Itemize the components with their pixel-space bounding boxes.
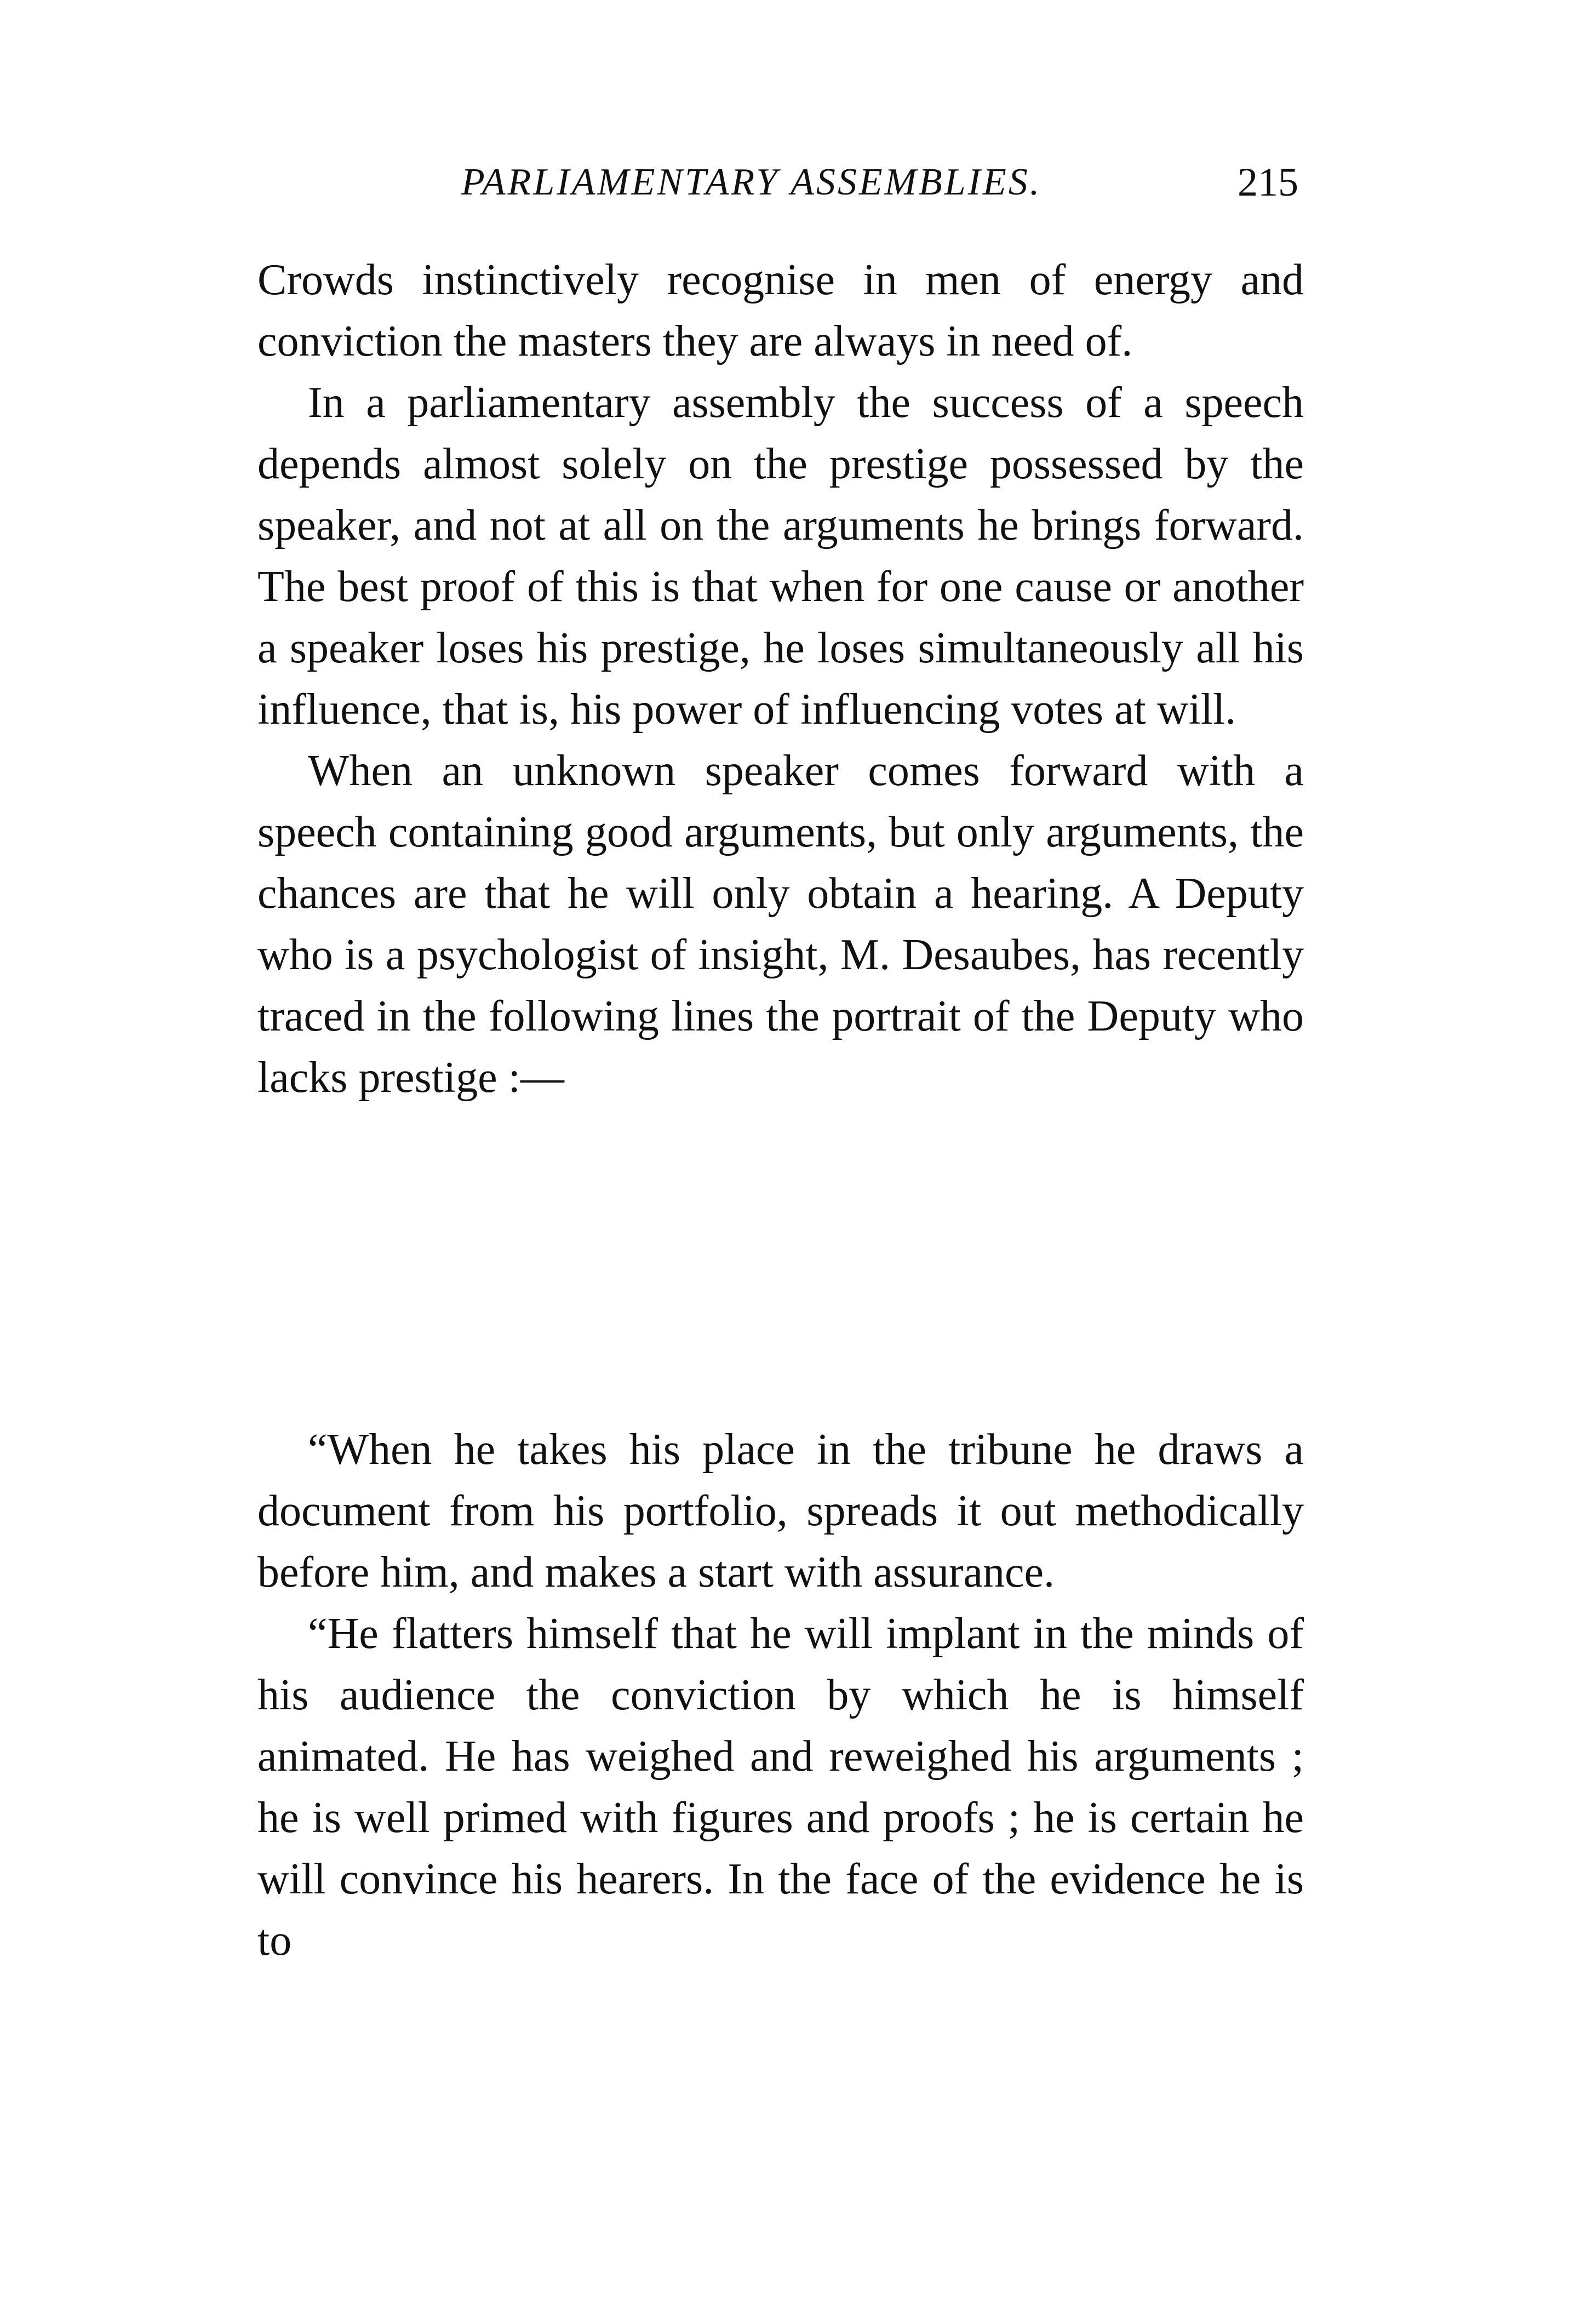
paragraph-unknown-speaker: When an unknown speaker comes forward with a speech containing good arguments, but only arguments, the chances are that he will only obtain a hearing. A Deputy who is a psychologist of insight, M. Desaubes, has recently traced in the following lines the portrait of the Deputy who lacks prestige :— — [257, 747, 1304, 1102]
body-text-upper — [257, 249, 1304, 1108]
running-head: PARLIAMENTARY ASSEMBLIES. — [461, 161, 1042, 203]
paragraph-crowds: Crowds instinctively recognise in men of energy and conviction the masters they are always in need of. — [257, 256, 1304, 365]
quote-paragraph-flatters: “He flatters himself that he will implant in the minds of his audience the conviction by which he is himself animated. He has weighed and reweighed his arguments ; he is well primed with figures and proofs ; he is certain he will convince his hearers. In the face of the evidence he is to — [257, 1610, 1304, 1965]
quotation-block — [257, 1419, 1304, 1971]
page-number: 215 — [1238, 160, 1298, 205]
page-header — [257, 158, 1298, 218]
paragraph-prestige: In a parliamentary assembly the success of a speech depends almost solely on the prestige possessed by the speaker, and not at all on the arguments he brings forward. The best proof of this is that when for one cause or another a speaker loses his prestige, he loses simultaneously all his influence, that is, his power of influencing votes at will. — [257, 379, 1304, 734]
quote-paragraph-tribune: “When he takes his place in the tribune he draws a document from his portfolio, spreads it out methodically before him, and makes a start with assurance. — [257, 1426, 1304, 1596]
